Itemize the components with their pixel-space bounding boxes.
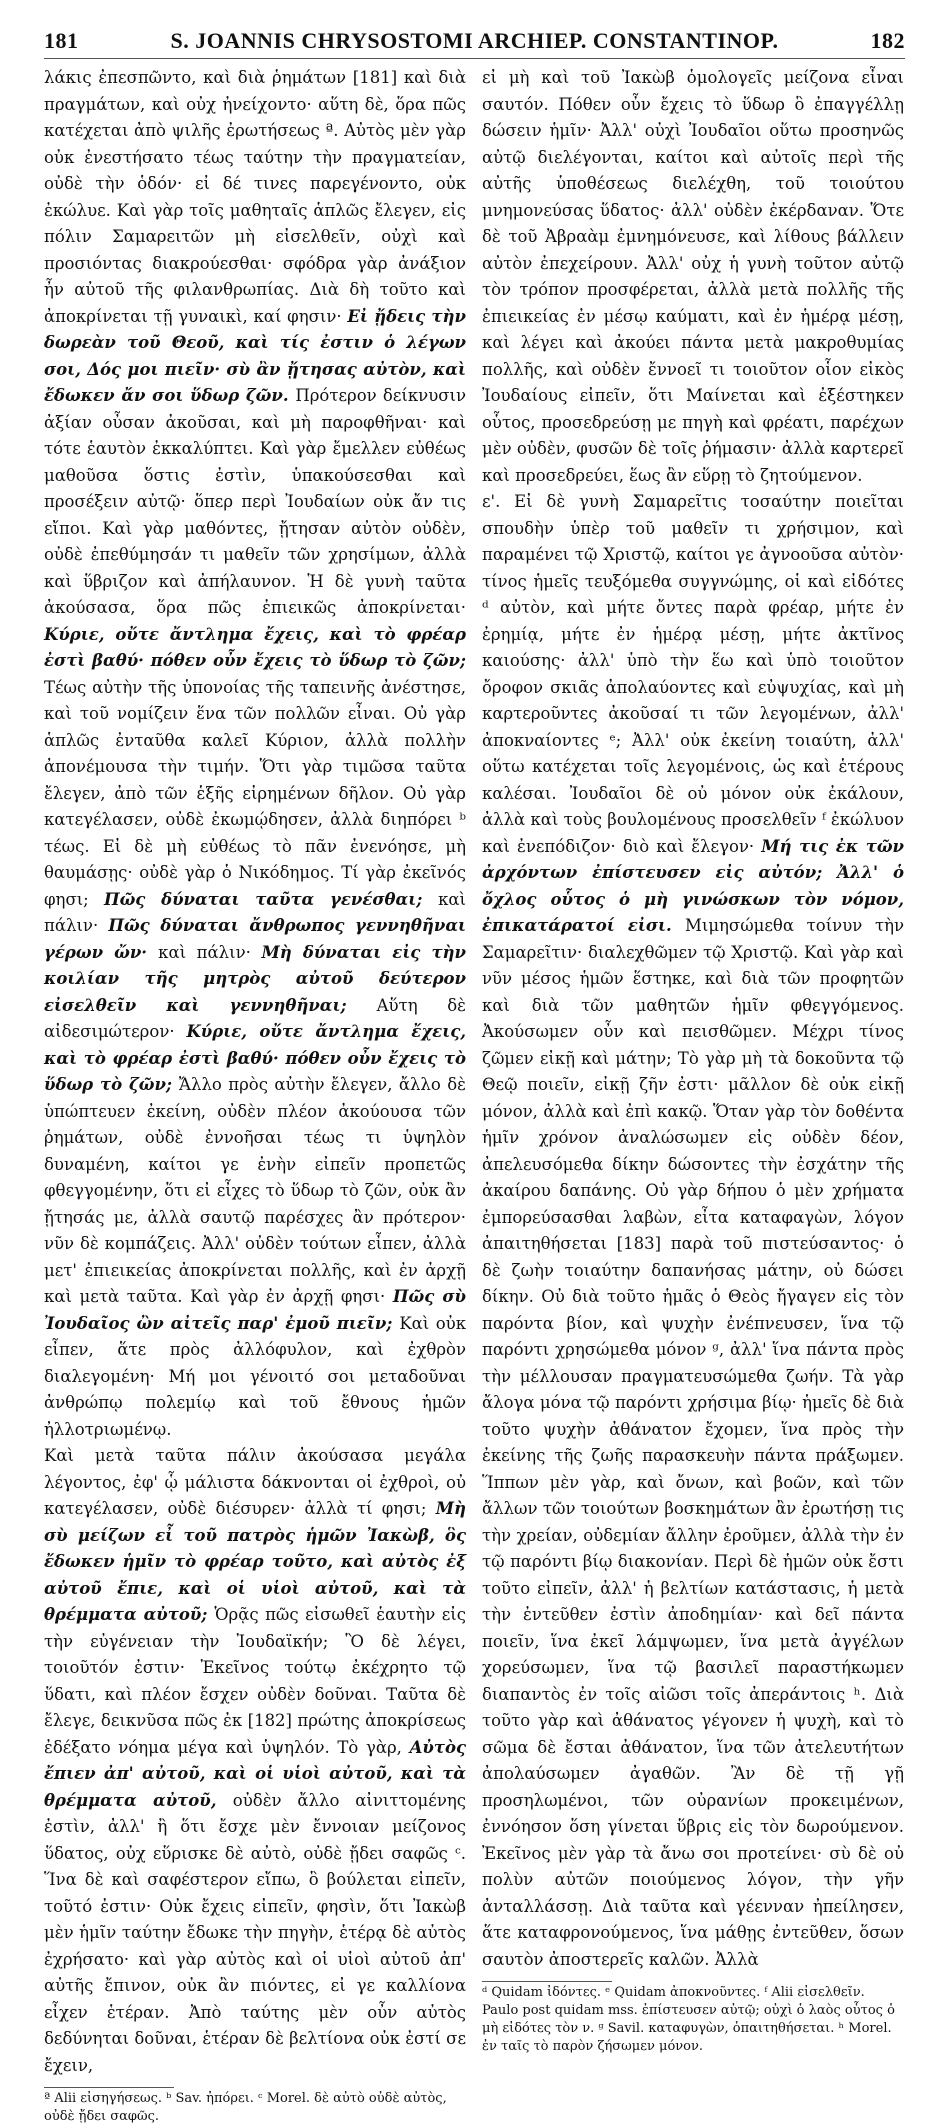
text-run: Καὶ μετὰ ταῦτα πάλιν ἀκούσασα μεγάλα λέγοντος, ἐφ' ᾧ μάλιστα δάκνονται οἱ ἐχθροὶ, οὐ κατεγέλασεν, οὐδὲ διέσυρεν· ἀλλὰ τί φησι; bbox=[44, 1446, 466, 1518]
scripture-quote: Πῶς δύναται ἄνθρωπος γεννηθῆναι γέρων ὤν· bbox=[44, 916, 466, 962]
left-body bbox=[44, 65, 466, 2079]
text-run: Πρότερον δείκνυσιν ἀξίαν οὖσαν ἀκοῦσαι, καὶ μὴ παροφθῆναι· καὶ τότε ἑαυτὸν ἐκκαλύπτει. Καὶ γὰρ ἔμελλεν εὐθέως μαθοῦσα ὅστις ἐστὶν, ὑπακούσεσθαι καὶ προσέξειν αὐτῷ· ὅπερ περὶ Ἰουδαίων οὐκ ἄν τις εἴποι. Καὶ γὰρ μαθόντες, ᾔτησαν αὐτὸν οὐδὲν, οὐδὲ ἐπεθύμησάν τι μαθεῖν τῶν χρησίμων, ἀλλὰ καὶ ὕβριζον καὶ ἀπήλαυνον. Ἡ δὲ γυνὴ ταῦτα ἀκούσασα, ὅρα πῶς ἐπιεικῶς ἀποκρίνεται· bbox=[44, 386, 466, 617]
scripture-quote: Πῶς δύναται ταῦτα γενέσθαι; bbox=[103, 889, 439, 909]
scripture-quote: Αὐτὸς ἔπιεν ἀπ' αὐτοῦ, καὶ οἱ υἱοὶ αὐτοῦ, καὶ τὰ θρέμματα αὐτοῦ, bbox=[44, 1737, 466, 1810]
text-run: Ἄλλο πρὸς αὐτὴν ἔλεγεν, ἄλλο δὲ ὑπώπτευεν ἐκείνη, οὐδὲν πλέον ἀκούουσα τῶν ῥημάτων, οὐδὲ ἐννοῆσαι τέως τι ὑψηλὸν δυναμένη, καίτοι γε ἐνὴν εἰπεῖν προπετῶς φθεγγομένην, ὅτι εἰ εἶχες τὸ ὕδωρ τὸ ζῶν, οὐκ ἂν ᾔτησάς με, ἀλλὰ σαυτῷ παρέσχες ἂν πρότερον· νῦν δὲ κομπάζεις. Ἀλλ' οὐδὲν τούτων εἶπεν, ἀλλὰ μετ' ἐπιεικείας ἀποκρίνεται πολλῆς, καὶ ἐν ἀρχῇ καὶ μετὰ ταῦτα. Καὶ γὰρ ἐν ἀρχῇ φησι· bbox=[44, 1075, 466, 1306]
text-run: Ὁρᾷς πῶς εἰσωθεῖ ἑαυτὴν εἰς τὴν εὐγένειαν τὴν Ἰουδαϊκήν; Ὃ δὲ λέγει, τοιοῦτόν ἐστιν· Ἐκεῖνος τούτῳ ἐκέχρητο τῷ ὕδατι, καὶ πλέον ἔσχεν οὐδὲν δοῦναι. Ταῦτα δὲ ἔλεγε, δεικνῦσα πῶς ἐκ [182] πρώτης ἀποκρίσεως ἐδέξατο νόημα μέγα καὶ ὑψηλόν. Τὸ γὰρ, bbox=[44, 1605, 466, 1757]
text-run: καὶ πάλιν· bbox=[44, 889, 466, 935]
footnote-rule bbox=[44, 2087, 174, 2088]
text-columns bbox=[44, 65, 905, 2126]
text-run: οὐδὲν ἄλλο αἰνιττομένης ἐστὶν, ἀλλ' ἢ ὅτι ἔσχε μὲν ἔννοιαν μείζονος ὕδατος, οὐχ εὕρισκε δὲ αὐτὸ, οὐδὲ ᾔδει σαφῶς ᶜ. Ἵνα δὲ καὶ σαφέστερον εἴπω, ὃ βούλεται εἰπεῖν, τοῦτό ἐστιν· Οὐκ ἔχεις εἰπεῖν, φησὶν, ὅτι Ἰακὼβ μὲν ἡμῖν ταύτην ἔδωκε τὴν πηγὴν, ἑτέρᾳ δὲ αὐτὸς ἐχρήσατο· καὶ γὰρ αὐτὸς καὶ οἱ υἱοὶ αὐτοῦ ἀπ' αὐτῆς ἔπινον, οὐκ ἂν πιόντες, εἰ γε καλλίονα εἶχεν ἑτέραν. Ἀπὸ ταύτης μὲν οὖν αὐτὸς δεδύνηται δοῦναι, ἑτέραν δὲ βελτίονα οὐκ ἐστί σε ἔχειν, bbox=[44, 1790, 466, 2075]
scripture-quote: Μὴ δύναται εἰς τὴν κοιλίαν τῆς μητρὸς αὐτοῦ δεύτερον εἰσελθεῖν καὶ γεννηθῆναι; bbox=[44, 942, 466, 1015]
paragraph bbox=[482, 65, 904, 489]
running-head bbox=[44, 28, 905, 59]
paragraph bbox=[482, 489, 904, 1973]
text-run: Μιμησώμεθα τοίνυν τὴν Σαμαρεῖτιν· διαλεχθῶμεν τῷ Χριστῷ. Καὶ γὰρ καὶ νῦν μέσος ἡμῶν ἕστηκε, καὶ διὰ τῶν προφητῶν καὶ διὰ τῶν μαθητῶν ἡμῖν φθεγγόμενος. Ἀκούσωμεν οὖν καὶ πεισθῶμεν. Μέχρι τίνος ζῶμεν εἰκῇ καὶ μάτην; Τὸ γὰρ μὴ τὰ δοκοῦντα τῷ Θεῷ ποιεῖν, εἰκῇ ζῆν ἐστι· μᾶλλον δὲ οὐκ εἰκῇ μόνον, ἀλλὰ καὶ ἐπὶ κακῷ. Ὅταν γὰρ τὸν δοθέντα ἡμῖν χρόνον ἀναλώσωμεν εἰς οὐδὲν δέον, ἀπελευσόμεθα δίκην δώσοντες τὴν ἐσχάτην τῆς ἀκαίρου δαπάνης. Οὐ γὰρ δήπου ὁ μὲν χρήματα ἐμπορεύσασθαι λαβὼν, εἶτα καταφαγὼν, λόγον ἀπαιτηθήσεται [183] παρὰ τοῦ πιστεύσαντος· ὁ δὲ ζωὴν τοιαύτην δαπανήσας μάτην, οὐ δώσει δίκην. Οὐ διὰ τοῦτο ἡμᾶς ὁ Θεὸς ἤγαγεν εἰς τὸν παρόντα βίον, καὶ ψυχὴν ἐνέπνευσεν, ἵνα τῷ παρόντι χρησώμεθα μόνον ᵍ, ἀλλ' ἵνα πάντα πρὸς τὴν μέλλουσαν πραγματευσώμεθα ζωήν. Τὰ γὰρ ἄλογα μόνα τῷ παρόντι χρήσιμα βίῳ· ἡμεῖς δὲ διὰ τοῦτο ψυχὴν ἀθάνατον ἔχομεν, ἵνα πρὸς τὴν ἐκείνης τῆς ζωῆς παρασκευὴν πάντα πράξωμεν. Ἵππων μὲν γὰρ, καὶ ὄνων, καὶ βοῶν, καὶ τῶν ἄλλων τῶν τοιούτων βοσκημάτων ἂν ἐρωτήσῃ τις τὴν χρείαν, οὐδεμίαν ἄλλην ἐροῦμεν, ἀλλὰ τὴν ἐν τῷ παρόντι βίῳ διακονίαν. Περὶ δὲ ἡμῶν οὐκ ἔστι τοῦτο εἰπεῖν, ἀλλ' ἡ βελτίων κατάστασις, ἡ μετὰ τὴν ἐντεῦθεν ἐστὶν ἀποδημίαν· καὶ δεῖ πάντα ποιεῖν, ἵνα ἐκεῖ λάμψωμεν, ἵνα μετὰ ἀγγέλων χορεύσωμεν, ἵνα τῷ βασιλεῖ παραστήκωμεν διαπαντὸς ἐν τοῖς αἰῶσι τοῖς ἀπεράντοις ʰ. Διὰ τοῦτο γὰρ καὶ ἀθάνατος γέγονεν ἡ ψυχὴ, καὶ τὸ σῶμα δὲ ἔσται ἀθάνατον, ἵνα τῶν ἀτελευτήτων ἀπολαύσωμεν ἀγαθῶν. Ἂν δὲ τῇ γῇ προσηλωμένοι, τῶν οὐρανίων προκειμένων, ἐννόησον ὅση γίνεται ὕβρις εἰς τὸν δωρούμενον. Ἐκεῖνος μὲν γὰρ τὰ ἄνω σοι προτείνει· σὺ δὲ οὐ πολὺν αὐτῶν ποιούμενος λόγον, τὴν γῆν ἀνταλλάσσῃ. Διὰ ταῦτα καὶ γέενναν ἠπείλησεν, ἅτε καταφρονούμενος, ἵνα μάθῃς ἐντεῦθεν, ὅσων σαυτὸν ἀποστερεῖς καλῶν. Ἀλλὰ bbox=[482, 916, 904, 1969]
scripture-quote: Μή τις ἐκ τῶν ἀρχόντων ἐπίστευσεν εἰς αὐτόν; Ἀλλ' ὁ ὄχλος οὗτος ὁ μὴ γινώσκων τὸν νόμον, ἐπικατάρατοί εἰσι. bbox=[482, 836, 904, 935]
text-run: Καὶ οὐκ εἶπεν, ἅτε πρὸς ἀλλόφυλον, καὶ ἐχθρὸν διαλεγομένη· Μή μοι γένοιτό σοι μεταδοῦναι ἀνθρώπῳ πολεμίῳ καὶ τοῦ ἔθνους ἡμῶν ἠλλοτριωμένῳ. bbox=[44, 1313, 467, 1439]
text-run: Τέως αὐτὴν τῆς ὑπονοίας τῆς ταπεινῆς ἀνέστησε, καὶ τοῦ νομίζειν ἕνα τῶν πολλῶν εἶναι. Οὐ γὰρ ἁπλῶς ἐνταῦθα καλεῖ Κύριον, ἀλλὰ πολλὴν ἀπονέμουσα τὴν τιμήν. Ὅτι γὰρ τιμῶσα ταῦτα ἔλεγεν, ἀπὸ τῶν ἑξῆς εἰρημένων δῆλον. Οὐ γὰρ κατεγέλασεν, οὐδὲ ἐκωμῴδησεν, ἀλλὰ διηπόρει ᵇ τέως. Εἰ δὲ μὴ εὐθέως τὸ πᾶν ἐνενόησε, μὴ θαυμάσῃς· οὐδὲ γὰρ ὁ Νικόδημος. Τί γὰρ ἐκεῖνός φησι; bbox=[44, 677, 466, 909]
right-body bbox=[482, 65, 904, 1973]
text-run: καὶ πάλιν· bbox=[158, 942, 262, 962]
text-run: Αὕτη δὲ αἰδεσιμώτερον· bbox=[44, 995, 466, 1041]
text-run: εἰ μὴ καὶ τοῦ Ἰακὼβ ὁμολογεῖς μείζονα εἶναι σαυτόν. Πόθεν οὖν ἔχεις τὸ ὕδωρ ὃ ἐπαγγέλλῃ δώσειν ἡμῖν· Ἀλλ' οὐχὶ Ἰουδαῖοι οὕτω προσηνῶς αὐτῷ διελέγονται, καίτοι καὶ αὐτοῖς περὶ τῆς αὐτῆς ὑποθέσεως διελέχθη, τοῦ τοιούτου μνημονεύσας ὕδατος· ἀλλ' οὐδὲν ἐκέρδαναν. Ὅτε δὲ τοῦ Ἀβραὰμ ἐμνημόνευσε, καὶ λίθους βάλλειν αὐτὸν ἐπεχείρουν. Ἀλλ' οὐχ ἡ γυνὴ τοῦτον αὐτῷ τὸν τρόπον προσφέρεται, ἀλλὰ μετὰ πολλῆς τῆς ἐπιεικείας ἐν μέσῳ καύματι, καὶ ἐν ἡμέρᾳ μέσῃ, καὶ λέγει καὶ ἀκούει πάντα μετὰ μακροθυμίας πολλῆς, καὶ οὐδὲν ἔννοεῖ τι τοιοῦτον οἷον εἰκὸς Ἰουδαίους εἰπεῖν, ὅτι Μαίνεται καὶ ἐξέστηκεν οὗτος, προσεδρεύσῃ με πηγὴ καὶ φρέατι, παρέχων μὲν οὐδὲν, φυσῶν δὲ τοῖς ῥήμασιν· ἀλλὰ καρτερεῖ καὶ προσεδρεύει, ἕως ἂν εὕρῃ τὸ ζητούμενον. bbox=[482, 68, 904, 485]
scripture-quote: Εἰ ᾔδεις τὴν δωρεὰν τοῦ Θεοῦ, καὶ τίς ἐστιν ὁ λέγων σοι, Δός μοι πιεῖν· σὺ ἂν ᾔτησας αὐτὸν, καὶ ἔδωκεν ἄν σοι ὕδωρ ζῶν. bbox=[44, 306, 466, 405]
right-footnotes bbox=[482, 1984, 904, 2056]
footnote-rule bbox=[482, 1981, 612, 1982]
page-number-right: 182 bbox=[870, 28, 905, 53]
scripture-quote: Κύριε, οὔτε ἄντλημα ἔχεις, καὶ τὸ φρέαρ ἐστὶ βαθύ· πόθεν οὖν ἔχεις τὸ ὕδωρ τὸ ζῶν; bbox=[44, 1022, 466, 1094]
page-number-left: 181 bbox=[44, 28, 79, 53]
text-run: ε'. Εἰ δὲ γυνὴ Σαμαρεῖτις τοσαύτην ποιεῖται σπουδὴν ὑπὲρ τοῦ μαθεῖν τι χρήσιμον, καὶ παραμένει τῷ Χριστῷ, καίτοι γε ἀγνοοῦσα αὐτὸν· τίνος ἡμεῖς τευξόμεθα συγγνώμης, οἱ καὶ εἰδότες ᵈ αὐτὸν, καὶ μήτε ὄντες παρὰ φρέαρ, μήτε ἐν ἐρημίᾳ, μήτε ἐν ἡμέρᾳ μέσῃ, μήτε ἀκτῖνος καιούσης· ἀλλ' ὑπὸ τὴν ἕω καὶ ὑπὸ τοιοῦτον ὄροφον σκιᾶς ἀπολαύοντες καὶ εὐψυχίας, καὶ μὴ καρτεροῦντες ἀκοῦσαί τι τῶν λεγομένων, ἀλλ' ἀποκναίοντες ᵉ; Ἀλλ' οὐκ ἐκείνη τοιαύτη, ἀλλ' οὕτω κατέχεται τοῖς λεγομένοις, ὡς καὶ ἑτέρους καλέσαι. Ἰουδαῖοι δὲ οὐ μόνον οὐκ ἐκάλουν, ἀλλὰ καὶ τοὺς βουλομένους προσελθεῖν ᶠ ἐκώλυον καὶ ἐνεπόδιζον· διὸ καὶ ἔλεγον· bbox=[482, 492, 904, 856]
text-run: λάκις ἐπεσπῶντο, καὶ διὰ ῥημάτων [181] καὶ διὰ πραγμάτων, καὶ οὐχ ἠνείχοντο· αὕτη δὲ, ὅρα πῶς κατέχεται ἀπὸ ψιλῆς ἐρωτήσεως ª. Αὐτὸς μὲν γὰρ οὐκ ἐνεστήσατο τέως ταύτην τὴν πραγματείαν, οὐδὲ τὴν ὁδόν· εἰ δέ τινες παρεγένοντο, οὐκ ἐκώλυε. Καὶ γὰρ τοῖς μαθηταῖς ἁπλῶς ἔλεγεν, εἰς πόλιν Σαμαρειτῶν μὴ εἰσελθεῖν, οὐχὶ καὶ προσιόντας διακρούεσθαι· σφόδρα γὰρ ἀνάξιον ἦν αὐτοῦ τῆς φιλανθρωπίας. Διὰ δὴ τοῦτο καὶ ἀποκρίνεται τῇ γυναικὶ, καί φησιν· bbox=[44, 68, 466, 326]
left-footnotes bbox=[44, 2090, 466, 2126]
footnote: ª Alii εἰσηγήσεως. ᵇ Sav. ἠπόρει. ᶜ Morel. δὲ αὐτὸ οὐδὲ αὐτὸς, οὐδὲ ᾔδει σαφῶς. bbox=[44, 2091, 447, 2124]
footnote: ᵈ Quidam ἰδόντες. ᵉ Quidam ἀποκνοῦντες. ᶠ Alii εἰσελθεῖν. Paulo post quidam mss. ἐπίστευσεν αὐτῷ; οὐχὶ ὁ λαὸς οὗτος ὁ μὴ εἰδότες τὸν ν. ᵍ Savil. καταφυγὼν, ὀπαιτηθήσεται. ʰ Morel. ἐν ταῖς τὸ παρὸν ζήσωμεν μόνον. bbox=[482, 1985, 895, 2054]
paragraph bbox=[44, 65, 466, 1443]
left-column bbox=[44, 65, 466, 2126]
scripture-quote: Πῶς σὺ Ἰουδαῖος ὢν αἰτεῖς παρ' ἐμοῦ πιεῖν; bbox=[44, 1287, 466, 1333]
paragraph bbox=[44, 1443, 466, 2079]
right-column bbox=[482, 65, 904, 2126]
running-title: S. JOANNIS CHRYSOSTOMI ARCHIEP. CONSTANTINOP. bbox=[170, 28, 779, 53]
scripture-quote: Κύριε, οὔτε ἄντλημα ἔχεις, καὶ τὸ φρέαρ ἐστὶ βαθύ· πόθεν οὖν ἔχεις τὸ ὕδωρ τὸ ζῶν; bbox=[44, 624, 466, 670]
scripture-quote: Μὴ σὺ μείζων εἶ τοῦ πατρὸς ἡμῶν Ἰακὼβ, ὃς ἔδωκεν ἡμῖν τὸ φρέαρ τοῦτο, καὶ αὐτὸς ἐξ αὐτοῦ ἔπιε, καὶ οἱ υἱοὶ αὐτοῦ, καὶ τὰ θρέμματα αὐτοῦ; bbox=[44, 1499, 466, 1624]
